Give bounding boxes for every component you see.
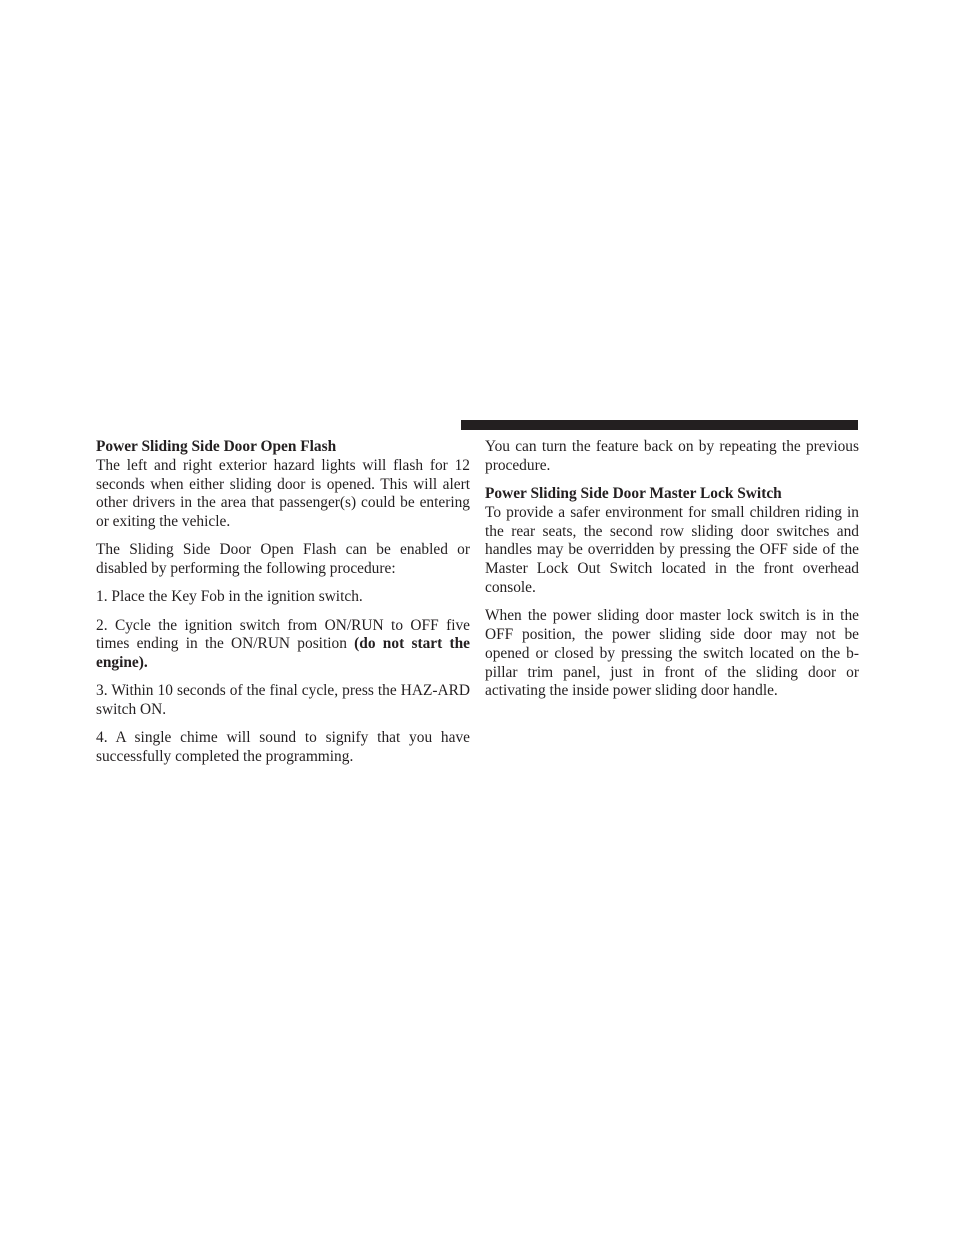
open-flash-intro: The left and right exterior hazard lights will flash for 12 seconds when either sliding door is opened. This will alert other drivers in the area that passenger(s) could be entering or exiting the vehicle. <box>96 456 470 531</box>
enable-instructions: The Sliding Side Door Open Flash can be enabled or disabled by performing the following procedure: <box>96 541 470 578</box>
section-header-bar <box>461 420 858 430</box>
open-flash-heading: Power Sliding Side Door Open Flash <box>96 438 337 455</box>
step-2-warning: (do not start the engine). <box>96 635 470 672</box>
repeat-procedure-text: You can turn the feature back on by repeating the previous procedure. <box>485 438 859 474</box>
left-column <box>96 438 470 776</box>
step-2-text: 2. Cycle the ignition switch from ON/RUN to OFF five times ending in the ON/RUN position <box>96 616 470 653</box>
master-lock-para-1: To provide a safer environment for small children riding in the rear seats, the second row sliding door switches and handles may be overridden by pressing the OFF side of the Master Lock Out Switch located in the front overhead console. <box>485 503 859 596</box>
right-column <box>485 438 859 711</box>
step-1: 1. Place the Key Fob in the ignition switch. <box>96 588 363 606</box>
master-lock-para-2: When the power sliding door master lock switch is in the OFF position, the power sliding side door may not be opened or closed by pressing the switch located on the b-pillar trim panel, just in front of the sliding door or activating the inside power sliding door handle. <box>485 607 859 700</box>
step-4: 4. A single chime will sound to signify that you have successfully completed the programming. <box>96 729 470 766</box>
step-2 <box>96 617 470 673</box>
master-lock-heading: Power Sliding Side Door Master Lock Switch <box>485 484 782 502</box>
step-3: 3. Within 10 seconds of the final cycle, press the HAZ-ARD switch ON. <box>96 682 470 719</box>
